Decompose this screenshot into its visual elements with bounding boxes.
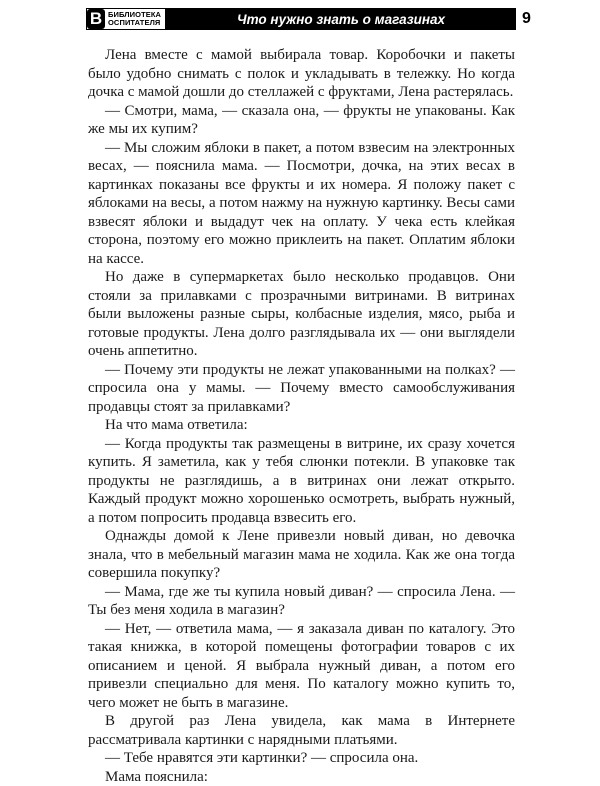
running-header xyxy=(86,8,516,30)
paragraph: — Почему эти продукты не лежат упакованными на полках? — спросила она у мамы. — Почему вместо самообслуживания продавцы стоят за прилавками? xyxy=(88,361,515,417)
logo-line-2: ОСПИТАТЕЛЯ xyxy=(108,19,161,28)
paragraph: — Тебе нравятся эти картинки? — спросила она. xyxy=(88,749,515,768)
paragraph: В другой раз Лена увидела, как мама в Интернете рассматривала картинки с нарядными платьями. xyxy=(88,712,515,749)
chapter-title: Что нужно знать о магазинах xyxy=(166,8,516,30)
logo-text xyxy=(108,11,161,28)
paragraph: На что мама ответила: xyxy=(88,416,515,435)
paragraph: — Нет, — ответила мама, — я заказала диван по каталогу. Это такая книжка, в которой помещены фотографии товаров с их описанием и ценой. Я выбрала нужный диван, а потом его привезли специально для меня. По каталогу можно купить то, чего может не быть в магазине. xyxy=(88,620,515,713)
series-logo xyxy=(86,8,166,30)
paragraph: Однажды домой к Лене привезли новый диван, но девочка знала, что в мебельный магазин мама не ходила. Как же она тогда совершила покупку? xyxy=(88,527,515,583)
paragraph: Но даже в супермаркетах было несколько продавцов. Они стояли за прилавками с прозрачными витринами. В витринах были выложены разные сыры, колбасные изделия, мясо, рыба и готовые продукты. Лена долго разглядывала их — они выглядели очень аппетитно. xyxy=(88,268,515,361)
logo-letter: В xyxy=(87,9,105,29)
page-body xyxy=(88,46,515,786)
paragraph: Лена вместе с мамой выбирала товар. Коробочки и пакеты было удобно снимать с полок и укладывать в тележку. Но когда дочка с мамой дошли до стеллажей с фруктами, Лена растерялась. xyxy=(88,46,515,102)
paragraph: — Когда продукты так размещены в витрине, их сразу хочется купить. Я заметила, как у тебя слюнки потекли. В упаковке так продукты не разглядишь, а в витринах они лежат открыто. Каждый продукт можно хорошенько осмотреть, выбрать нужный, а потом попросить продавца взвесить его. xyxy=(88,435,515,528)
paragraph: — Мама, где же ты купила новый диван? — спросила Лена. — Ты без меня ходила в магазин? xyxy=(88,583,515,620)
logo-line-1: БИБЛИОТЕКА xyxy=(108,11,161,20)
paragraph: — Смотри, мама, — сказала она, — фрукты не упакованы. Как же мы их купим? xyxy=(88,102,515,139)
paragraph: — Мы сложим яблоки в пакет, а потом взвесим на электронных весах, — пояснила мама. — Посмотри, дочка, на этих весах в картинках показаны все фрукты и их номера. Я положу пакет с яблоками на весы, а потом нажму на нужную картинку. Весы сами взвесят яблоки и выдадут чек на оплату. У чека есть клейкая сторона, поэтому его можно приклеить на пакет. Оплатим яблоки на кассе. xyxy=(88,139,515,269)
paragraph: Мама пояснила: xyxy=(88,768,515,786)
page-number: 9 xyxy=(522,8,531,30)
